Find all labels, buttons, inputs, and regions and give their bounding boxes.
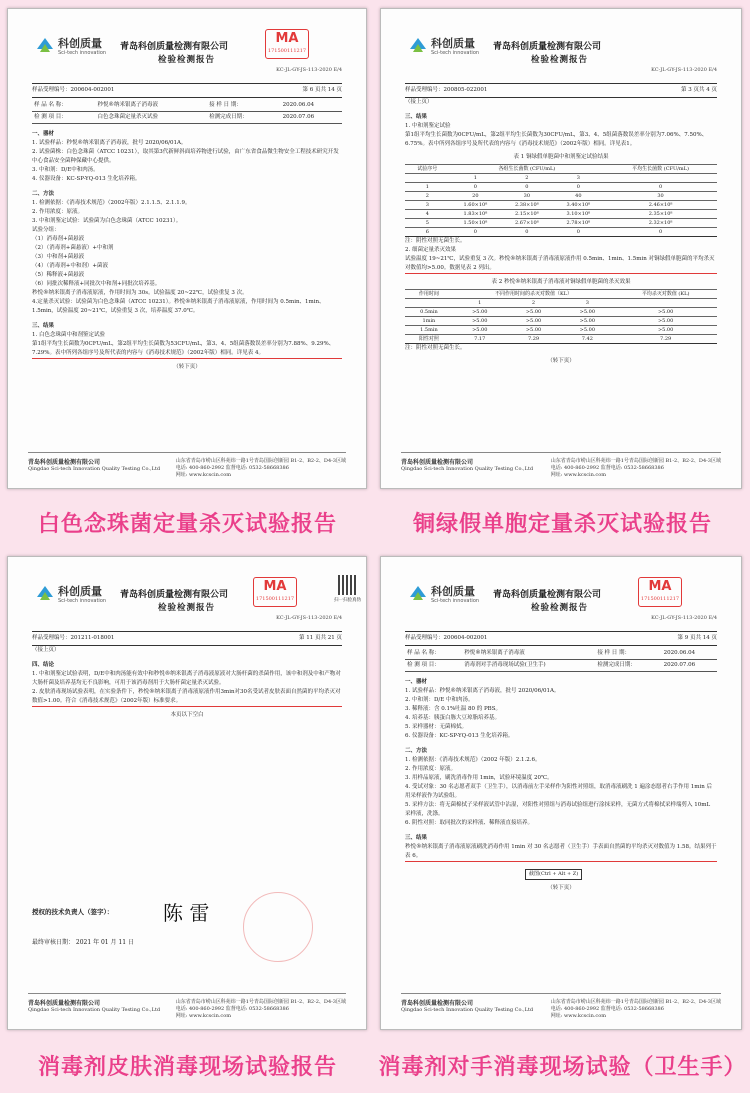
table-title: 表 2 秒悦®纳米银离子消毒液对铜绿假单胞菌的杀灭效果	[491, 279, 631, 285]
report-title: 检验检测报告	[531, 603, 589, 613]
section-heading: 一、器材	[32, 131, 55, 137]
company-name: 青岛科创质量检测有限公司	[120, 42, 229, 52]
page-footer: 青岛科创质量检测有限公司 Qingdao Sci-tech Innovation Quality Testing Co.,Ltd 山东省青岛市崂山区科苑纬一路1号青岛国际创新园 B1-2、B2-2、D4-3区域 电话: 400-860-2992 监督电话: 0532-58668386 网址: www.kcscin.com	[28, 452, 346, 478]
screenshot-tooltip: 截图(Ctrl + Alt + Z)	[525, 869, 582, 880]
table-row: 1min >5.00 >5.00 >5.00 >5.00	[405, 317, 717, 326]
table-row: 4 1.83×10⁸ 2.15×10⁸ 3.10×10⁸ 2.35×10⁸	[405, 210, 717, 219]
highlighted-result: 2. 皮肤消毒现场试验表明，在实验条件下，秒悦®纳米银离子消毒液原液作用3min对30名受试者皮肤表面自然菌的平均杀灭对数值>1.00。符合《消毒技术规范》（2002年版）标准要求。	[32, 688, 342, 707]
doc-code: KC-JL-GY-JS-113-2020 E/4	[651, 615, 717, 621]
logo-subtext: Sci-tech innovation	[58, 50, 107, 56]
table-title: 表 1 铜绿假单胞菌中和剂鉴定试验结果	[513, 154, 609, 160]
report-page-hand: 科创质量 Sci-tech innovation 青岛科创质量检测有限公司 检验检测报告 MA 171500111217 KC-JL-GY-JS-113-2020 E/4 样品受理编号：200604-002001 第 9 页共 14 页 样 品 名 称： 秒悦®纳米银离子消毒液 接 样 日 期： 2020.06.04 检 测 项 目： 消毒剂对手消毒现场试验(卫生手) 检测完成日期： 2020.07.06 一、器材 1. 试验样品：秒悦®纳米银离子消毒液，批号 2020/06/01A。 2. 中和剂：D/E 中和肉汤。 3. 稀释液：含 0.1%吐温 80 的 PBS。 4. 培养基：胰蛋白胨大豆琼脂培养基。 5. 采样器材：无菌棉拭。 6. 仪器设备：KC-SP-YQ-013 生化培养箱。 二、方法 1. 检测依据：《消毒技术规范》（2002 年版）2.1.2.6。 2. 作用浓度：原液。 3. 用样品原液，刷洗消毒作用 1min，试验环境温度 20℃。 4. 受试对象：30 名志愿者双手（卫生手），以消毒前左手采样作为阳性对照组，取消毒液刷洗 1 遍涂态愿者右手作用 1min 后用采样液作为试验组。 5. 采样方法：将无菌棉拭子采样液试管中沾湿，对阳性对照组与消毒试验组进行涂抹采样，无菌方式将棉拭采样端剪入 10mL 采样液，洗涤。 6. 阴性对照：取同批次的采样液、稀释液直接培养。 三、结果 秒悦®纳米银离子消毒液原液刷洗消毒作用 1min 对 30 名志愿者（卫生手）手表面自然菌的平均杀灭对数值为 1.58。结果列于表 6。 截图(Ctrl + Alt + Z) （转下页） 青岛科创质量检测有限公司 Qingdao Sci-tech Innovation Quality Testing Co.,Ltd 山东省青岛市崂山区科苑纬一路1号青岛国际创新园 B1-2、B2-2、D4-3区域 电话: 400-860-2992 监督电话: 0532-58668386 网址: www.kcscin.com	[380, 556, 742, 1030]
doc-code: KC-JL-GY-JS-113-2020 E/4	[276, 615, 342, 621]
page-no: 第 6 页共 14 页	[302, 87, 342, 93]
table-row: 阳性对照 7.17 7.29 7.42 7.29	[405, 335, 717, 344]
blank-note: 本页以下空白	[170, 712, 204, 718]
sample-no: 样品受理编号：200604-002001	[405, 635, 488, 641]
section-heading: 三、结果	[32, 323, 55, 329]
table-row: 2 20 30 40 30	[405, 192, 717, 201]
table-row: 1 0 0 0 0	[405, 183, 717, 192]
neutralizer-table: 试验序号 各组生长菌数 (CFU/mL) 平均生长菌数 (CFU/mL) 1 2 3 1 0 0 0 0 2 20 30 40 30 3 1.60×10⁸ 2.38×10⁸ 3.40×10⁸ 2.46×10⁸ 4 1.83×10⁸ 2.15×10⁸ 3.10×10⁸ 2.35×10⁸ 5 1.50×10⁸ 2.67×10⁸ 2.78×10⁸ 2.32×10⁸ 6 0 0 0 0	[405, 164, 717, 237]
section-heading: 二、方法	[32, 191, 55, 197]
page-footer: 青岛科创质量检测有限公司 Qingdao Sci-tech Innovation Quality Testing Co.,Ltd 山东省青岛市崂山区科苑纬一路1号青岛国际创新园 B1-2、B2-2、D4-3区域 电话: 400-860-2992 监督电话: 0532-58668386 网址: www.kcscin.com	[28, 993, 346, 1019]
report-title: 检验检测报告	[158, 55, 216, 65]
continued-note: （转下页）	[547, 358, 575, 364]
logo-icon	[34, 583, 56, 605]
cma-seal: MA 171500111217	[638, 577, 682, 607]
official-seal	[243, 892, 313, 962]
page-no: 第 9 页共 14 页	[677, 635, 717, 641]
doc-code: KC-JL-GY-JS-113-2020 E/4	[651, 67, 717, 73]
info-table: 样 品 名 称： 秒悦®纳米银离子消毒液 接 样 日 期： 2020.06.04 检 测 项 目： 消毒剂对手消毒现场试验(卫生手) 检测完成日期： 2020.07.06	[405, 648, 717, 672]
table-row: 5 1.50×10⁸ 2.67×10⁸ 2.78×10⁸ 2.32×10⁸	[405, 219, 717, 228]
doc-code: KC-JL-GY-JS-113-2020 E/4	[276, 67, 342, 73]
logo-icon	[407, 583, 429, 605]
page-no: 第 3 页共 4 页	[681, 87, 717, 93]
table-row: 6 0 0 0 0	[405, 228, 717, 237]
continued-note: （转下页）	[173, 364, 201, 370]
report-title: 检验检测报告	[531, 55, 589, 65]
report-page-skin: 科创质量 Sci-tech innovation 青岛科创质量检测有限公司 检验检测报告 MA 171500111217 扫一扫验真伪 KC-JL-GY-JS-113-2020 E/4 样品受理编号：201211-018001 第 11 页共 21 页 （接上页） 四、结论 1. 中和剂鉴定试验表明，D/E中和肉汤能有效中和秒悦®纳米银离子消毒液原液对大肠杆菌的杀菌作用，该中和剂及中和产物对大肠杆菌及培养基均无不良影响，可用于该消毒剂用于大肠杆菌定量杀灭试验。 2. 皮肤消毒现场试验表明，在实验条件下，秒悦®纳米银离子消毒液原液作用3min对30名受试者皮肤表面自然菌的平均杀灭对数值>1.00。符合《消毒技术规范》（2002年版）标准要求。 本页以下空白 授权的技术负责人（签字）： 陈 雷 最终审核日期： 2021 年 01 月 11 日 青岛科创质量检测有限公司 Qingdao Sci-tech Innovation Quality Testing Co.,Ltd 山东省青岛市崂山区科苑纬一路1号青岛国际创新园 B1-2、B2-2、D4-3区域 电话: 400-860-2992 监督电话: 0532-58668386 网址: www.kcscin.com	[7, 556, 367, 1030]
signatory-label: 授权的技术负责人（签字）：	[32, 908, 114, 916]
report-title: 检验检测报告	[158, 603, 216, 613]
cma-seal: MA 171500111217	[265, 29, 309, 59]
highlighted-result: 秒悦®纳米银离子消毒液原液刷洗消毒作用 1min 对 30 名志愿者（卫生手）手表面自然菌的平均杀灭对数值为 1.58。结果列于表 6。	[405, 843, 717, 862]
caption-candida: 白色念珠菌定量杀灭试验报告	[37, 512, 337, 537]
logo-text: 科创质量	[58, 37, 102, 50]
approval-date: 最终审核日期： 2021 年 01 月 11 日	[32, 939, 134, 946]
logo-icon	[407, 35, 429, 57]
page-footer: 青岛科创质量检测有限公司 Qingdao Sci-tech Innovation Quality Testing Co.,Ltd 山东省青岛市崂山区科苑纬一路1号青岛国际创新园 B1-2、B2-2、D4-3区域 电话: 400-860-2992 监督电话: 0532-58668386 网址: www.kcscin.com	[401, 993, 721, 1019]
page-no: 第 11 页共 21 页	[299, 635, 342, 641]
signature: 陈 雷	[163, 901, 210, 925]
company-name: 青岛科创质量检测有限公司	[493, 590, 602, 600]
continued-note: （转下页）	[547, 885, 575, 891]
sample-no: 样品受理编号：201211-018001	[32, 635, 115, 641]
company-name: 青岛科创质量检测有限公司	[120, 590, 229, 600]
qr-code-icon	[338, 575, 358, 595]
logo-icon	[34, 35, 56, 57]
info-table: 样 品 名 称： 秒悦®纳米银离子消毒液 接 样 日 期： 2020.06.04 检 测 项 目： 白色念珠菌定量杀灭试验 检测完成日期： 2020.07.06	[32, 100, 342, 124]
highlighted-result: 第1组平均生长菌数为0CFU/mL，第2组平均生长菌数为53CFU/mL，第3、4、5组菌落数误差率分别为7.88%、9.29%、7.29%。表中所列各组序号及所代表的内容与《消毒技术规范》（2002年版）相同。详见表 4。	[32, 340, 342, 359]
table-row: 3 1.60×10⁸ 2.38×10⁸ 3.40×10⁸ 2.46×10⁸	[405, 201, 717, 210]
qr-caption: 扫一扫验真伪	[334, 598, 361, 603]
highlighted-result: 试验温度 19~21℃，试验重复 3 次。秒悦®纳米银离子消毒液原液作用 0.5min、1min、1.5min 对铜绿假单胞菌的平均杀灭对数值均>5.00。数据见表 2 列出。	[405, 255, 717, 274]
table-row: 0.5min >5.00 >5.00 >5.00 >5.00	[405, 308, 717, 317]
report-page-candida: 科创质量 Sci-tech innovation 青岛科创质量检测有限公司 检验检测报告 MA 171500111217 KC-JL-GY-JS-113-2020 E/4 样品受理编号：200604-002001 第 6 页共 14 页 样 品 名 称： 秒悦®纳米银离子消毒液 接 样 日 期： 2020.06.04 检 测 项 目： 白色念珠菌定量杀灭试验 检测完成日期： 2020.07.06 一、器材 1. 试验样品：秒悦®纳米银离子消毒液，批号 2020/06/01A。 2. 试验菌株：白色念珠菌（ATCC 10231），取其第3代新鲜斜面培养物进行试验，由广东省食品微生物安全工程技术研究开发中心食品安全菌种保藏中心提供。 3. 中和剂：D/E中和肉汤。 4. 仪器设备：KC-SP-YQ-013 生化培养箱。 二、方法 1. 检测依据：《消毒技术规范》（2002年版）2.1.1.5、2.1.1.9。 2. 作用浓度：原液。 3. 中和剂鉴定试验：试验菌为白色念珠菌（ATCC 10231）。 试验分组： （1）消毒剂+菌悬液 （2）（消毒剂+菌悬液）+中和剂 （3）中和剂+菌悬液 （4）（消毒剂+中和剂）+菌液 （5）稀释液+菌悬液 （6）同批次稀释液+同批次中和剂+同批次培养基。 秒悦®纳米银离子消毒液原液，作用时间为 30s。试验温度 20~22℃，试验重复 3 次。 4.定量杀灭试验：试验菌为白色念珠菌（ATCC 10231）。秒悦®纳米银离子消毒液原液，作用时间为 0.5min、1min、1.5min，试验温度 20~21℃，试验重复 3 次，培养温度 37.0℃。 三、结果 1. 白色念珠菌中和剂鉴定试验 第1组平均生长菌数为0CFU/mL，第2组平均生长菌数为53CFU/mL，第3、4、5组菌落数误差率分别为7.88%、9.29%、7.29%。表中所列各组序号及所代表的内容与《消毒技术规范》（2002年版）相同。详见表 4。 （转下页） 青岛科创质量检测有限公司 Qingdao Sci-tech Innovation Quality Testing Co.,Ltd 山东省青岛市崂山区科苑纬一路1号青岛国际创新园 B1-2、B2-2、D4-3区域 电话: 400-860-2992 监督电话: 0532-58668386 网址: www.kcscin.com	[7, 8, 367, 489]
table-row: 1.5min >5.00 >5.00 >5.00 >5.00	[405, 326, 717, 335]
page-footer: 青岛科创质量检测有限公司 Qingdao Sci-tech Innovation Quality Testing Co.,Ltd 山东省青岛市崂山区科苑纬一路1号青岛国际创新园 B1-2、B2-2、D4-3区域 电话: 400-860-2992 监督电话: 0532-58668386 网址: www.kcscin.com	[401, 452, 721, 478]
sample-no: 样品受理编号：200604-002001	[32, 87, 115, 93]
caption-pseudomonas: 铜绿假单胞定量杀灭试验报告	[412, 512, 712, 537]
report-page-pseudomonas: 科创质量 Sci-tech innovation 青岛科创质量检测有限公司 检验检测报告 KC-JL-GY-JS-113-2020 E/4 样品受理编号：200805-022001 第 3 页共 4 页 （接上页） 三、结果 1. 中和剂鉴定试验 第1组平均生长菌数为0CFU/mL，第2组平均生长菌数为30CFU/mL，第3、4、5组菌落数误差率分别为7.06%、7.50%、6.75%。表中所列各组序号及所代表的内容与《消毒技术规范》（2002年版）相同。详见表1。 表 1 铜绿假单胞菌中和剂鉴定试验结果 试验序号 各组生长菌数 (CFU/mL) 平均生长菌数 (CFU/mL) 1 2 3 1 0 0 0 0 2 20 30 40 30 3 1.60×10⁸ 2.38×10⁸ 3.40×10⁸ 2.46×10⁸ 4 1.83×10⁸ 2.15×10⁸ 3.10×10⁸ 2.35×10⁸ 5 1.50×10⁸ 2.67×10⁸ 2.78×10⁸ 2.32×10⁸ 6 0 0 0 0 注：阴性对照无菌生长。 2. 细菌定量杀灭效果 试验温度 19~21℃，试验重复 3 次。秒悦®纳米银离子消毒液原液作用 0.5min、1min、1.5min 对铜绿假单胞菌的平均杀灭对数值均>5.00。数据见表 2 列出。 表 2 秒悦®纳米银离子消毒液对铜绿假单胞菌的杀灭效果 作用时间 不同作用时间的杀灭对数值（KL） 平均杀灭对数值 (KL) 1 2 3 0.5min >5.00 >5.00 >5.00 >5.00 1min >5.00 >5.00 >5.00 >5.00 1.5min >5.00 >5.00 >5.00 >5.00 阳性对照 7.17 7.29 7.42 7.29 注：阴性对照无菌生长。 （转下页） 青岛科创质量检测有限公司 Qingdao Sci-tech Innovation Quality Testing Co.,Ltd 山东省青岛市崂山区科苑纬一路1号青岛国际创新园 B1-2、B2-2、D4-3区域 电话: 400-860-2992 监督电话: 0532-58668386 网址: www.kcscin.com	[380, 8, 742, 489]
company-name: 青岛科创质量检测有限公司	[493, 42, 602, 52]
cma-seal: MA 171500111217	[253, 577, 297, 607]
caption-hand: 消毒剂对手消毒现场试验（卫生手）	[378, 1055, 747, 1080]
sample-no: 样品受理编号：200805-022001	[405, 87, 488, 93]
kill-table: 作用时间 不同作用时间的杀灭对数值（KL） 平均杀灭对数值 (KL) 1 2 3 0.5min >5.00 >5.00 >5.00 >5.00 1min >5.00 >5.00 >5.00 >5.00 1.5min >5.00 >5.00 >5.00 >5.00 阳性对照 7.17 7.29 7.42 7.29	[405, 289, 717, 344]
caption-skin: 消毒剂皮肤消毒现场试验报告	[37, 1055, 337, 1080]
